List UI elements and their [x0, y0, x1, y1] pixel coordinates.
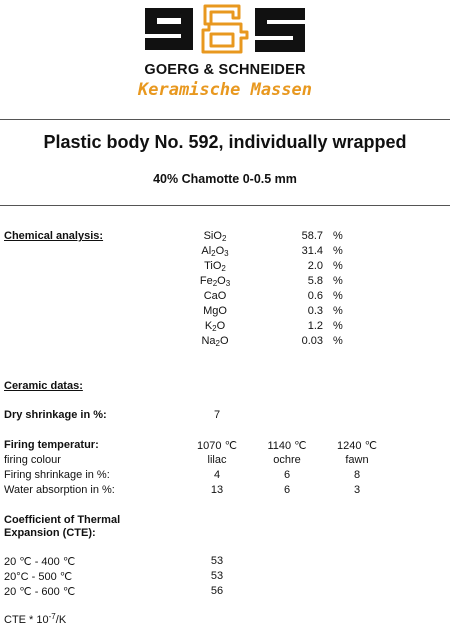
company-logo — [143, 4, 307, 58]
oxide-formula: TiO$_2$ — [204, 260, 226, 273]
logo-s-shape — [255, 8, 305, 52]
firing-colour-label: firing colour — [4, 454, 61, 466]
oxide-formula: $Na_2O$ — [201, 335, 229, 348]
logo-ampersand-shape — [203, 6, 247, 52]
oxide-formula: CaO — [203, 290, 227, 302]
logo-g-shape — [145, 8, 193, 50]
ceramic-datas-heading: Ceramic datas: — [4, 380, 83, 392]
cte-unit-exponent: -7 — [48, 612, 56, 621]
firing-temp-1: 1070 ℃ — [197, 440, 237, 452]
oxide-unit: % — [333, 305, 343, 317]
oxide-formula: $K_2O$ — [204, 320, 226, 333]
firing-shrinkage-2: 6 — [283, 469, 291, 481]
firing-temp-2: 1140 ℃ — [267, 440, 307, 452]
oxide-value: 0.6 — [307, 290, 323, 302]
cte-unit — [4, 614, 66, 626]
product-subtitle: 40% Chamotte 0-0.5 mm — [153, 172, 297, 186]
cte-range-1: 20 ℃ - 400 ℃ — [4, 556, 76, 568]
dry-shrinkage-label: Dry shrinkage in %: — [4, 409, 107, 421]
oxide-value: 0.03 — [301, 335, 323, 347]
cte-value-3: 56 — [210, 585, 224, 597]
dry-shrinkage-value: 7 — [213, 409, 221, 421]
cte-value-1: 53 — [210, 555, 224, 567]
water-absorption-1: 13 — [210, 484, 224, 496]
firing-colour-1: lilac — [207, 454, 227, 466]
firing-colour-2: ochre — [273, 454, 301, 466]
chemical-analysis-heading: Chemical analysis: — [4, 230, 104, 242]
oxide-value: 5.8 — [307, 275, 323, 287]
oxide-unit: % — [333, 260, 343, 272]
oxide-value: 1.2 — [307, 320, 323, 332]
cte-range-3: 20 ℃ - 600 ℃ — [4, 586, 76, 598]
oxide-unit: % — [333, 245, 343, 257]
oxide-value: 58.7 — [301, 230, 323, 242]
divider-top — [0, 119, 450, 120]
cte-unit-suffix: /K — [55, 614, 67, 626]
oxide-unit: % — [333, 335, 343, 347]
cte-heading-line2: Expansion (CTE): — [4, 527, 96, 539]
firing-temp-3: 1240 ℃ — [337, 440, 377, 452]
firing-colour-3: fawn — [345, 454, 369, 466]
brand-tagline: Keramische Massen — [138, 80, 312, 100]
cte-range-2: 20°C - 500 ℃ — [4, 571, 73, 583]
cte-value-2: 53 — [210, 570, 224, 582]
product-title: Plastic body No. 592, individually wrapped — [43, 132, 407, 152]
oxide-unit: % — [333, 290, 343, 302]
firing-shrinkage-1: 4 — [213, 469, 221, 481]
cte-heading-line1: Coefficient of Thermal — [4, 514, 121, 526]
oxide-value: 0.3 — [307, 305, 323, 317]
oxide-formula: MgO — [203, 305, 227, 317]
oxide-value: 31.4 — [301, 245, 323, 257]
oxide-formula: $Fe_2O_3$ — [199, 275, 231, 288]
oxide-formula: SiO$_2$ — [203, 230, 227, 243]
oxide-unit: % — [333, 230, 343, 242]
divider-middle — [0, 205, 450, 206]
cte-unit-prefix: CTE * 10 — [4, 614, 49, 626]
oxide-unit: % — [333, 275, 343, 287]
firing-temperature-label: Firing temperatur: — [4, 439, 99, 451]
oxide-formula: $Al_2O_3$ — [201, 245, 229, 258]
oxide-unit: % — [333, 320, 343, 332]
firing-shrinkage-label: Firing shrinkage in %: — [4, 469, 110, 481]
firing-shrinkage-3: 8 — [353, 469, 361, 481]
water-absorption-2: 6 — [283, 484, 291, 496]
water-absorption-3: 3 — [353, 484, 361, 496]
water-absorption-label: Water absorption in %: — [4, 484, 115, 496]
brand-name: GOERG & SCHNEIDER — [144, 62, 306, 78]
oxide-value: 2.0 — [307, 260, 323, 272]
